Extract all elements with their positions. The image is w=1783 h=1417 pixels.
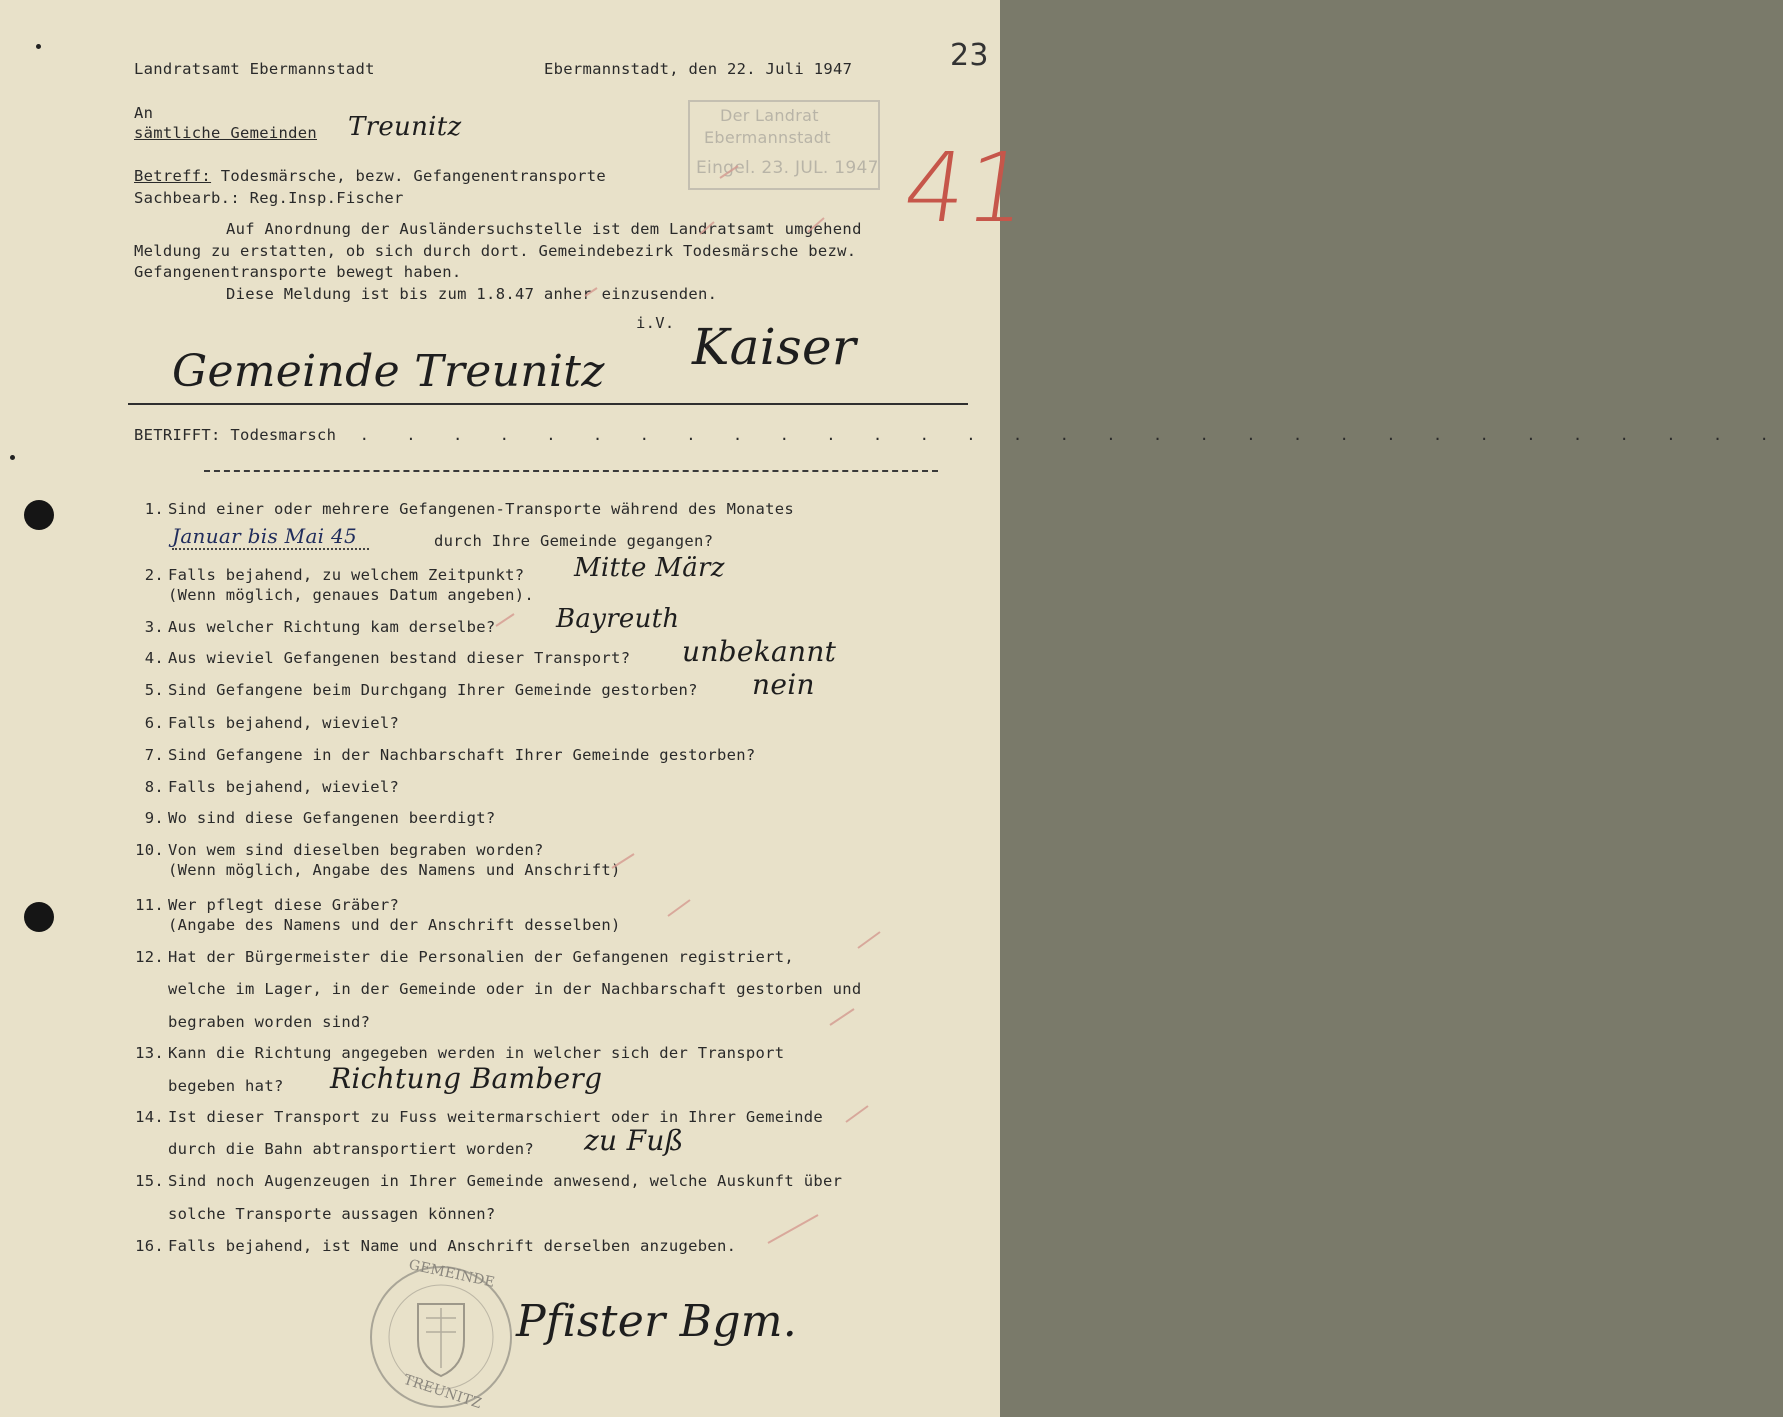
- address-recipients: sämtliche Gemeinden: [134, 124, 318, 142]
- stamp-date: Eingel. 23. JUL. 1947: [696, 158, 879, 178]
- answer-2: Mitte März: [574, 553, 725, 583]
- question-text: welche im Lager, in der Gemeinde oder in der Nachbarschaft gestorben und: [168, 980, 862, 998]
- question-text: durch die Bahn abtransportiert worden?: [168, 1140, 535, 1158]
- municipal-seal: [366, 1257, 516, 1413]
- question-text: Ist dieser Transport zu Fuss weitermarschiert oder in Ihrer Gemeinde: [168, 1108, 823, 1126]
- handwritten-gemeinde: Gemeinde Treunitz: [172, 346, 605, 397]
- body-line: Gefangenentransporte bewegt haben.: [134, 263, 462, 281]
- seal-top-text: GEMEINDE: [407, 1257, 497, 1291]
- question-text: (Wenn möglich, Angabe des Namens und Anschrift): [168, 861, 621, 879]
- question-number: 7.: [144, 746, 164, 764]
- answer-4: unbekannt: [682, 635, 837, 668]
- question-number: 2.: [144, 566, 164, 584]
- question-text: Falls bejahend, wieviel?: [168, 714, 400, 732]
- question-text: Falls bejahend, zu welchem Zeitpunkt?: [168, 566, 525, 584]
- body-line: Meldung zu erstatten, ob sich durch dort. Gemeindebezirk Todesmärsche bezw.: [134, 242, 857, 260]
- question-number: 15.: [135, 1172, 164, 1190]
- question-text: Aus wieviel Gefangenen bestand dieser Transport?: [168, 649, 631, 667]
- question-text: Hat der Bürgermeister die Personalien der Gefangenen registriert,: [168, 948, 795, 966]
- question-text: (Wenn möglich, genaues Datum angeben).: [168, 586, 535, 604]
- question-text: Wo sind diese Gefangenen beerdigt?: [168, 809, 496, 827]
- body-line: Diese Meldung ist bis zum 1.8.47 anher einzusenden.: [226, 285, 718, 303]
- question-number: 5.: [144, 681, 164, 699]
- subject-text: Todesmärsche, bezw. Gefangenentransporte: [220, 167, 606, 185]
- question-number: 11.: [135, 896, 164, 914]
- subject-label: Betreff:: [134, 167, 212, 185]
- mayor-signature: Pfister Bgm.: [516, 1296, 798, 1347]
- question-number: 8.: [144, 778, 164, 796]
- iv-label: i.V.: [636, 314, 675, 332]
- question-number: 13.: [135, 1044, 164, 1062]
- question-text: Sind noch Augenzeugen in Ihrer Gemeinde anwesend, welche Auskunft über: [168, 1172, 843, 1190]
- handwritten-municipality: Treunitz: [348, 112, 462, 142]
- question-text: begraben worden sind?: [168, 1013, 371, 1031]
- question-number: 1.: [144, 500, 164, 518]
- stamp-line: Ebermannstadt: [704, 128, 831, 147]
- question-text: Aus welcher Richtung kam derselbe?: [168, 618, 496, 636]
- answer-13: Richtung Bamberg: [330, 1062, 603, 1095]
- question-text: Von wem sind dieselben begraben worden?: [168, 841, 544, 859]
- question-text: Sind einer oder mehrere Gefangenen-Transporte während des Monates: [168, 500, 795, 518]
- question-text: solche Transporte aussagen können?: [168, 1205, 496, 1223]
- question-text: Sind Gefangene beim Durchgang Ihrer Gemeinde gestorben?: [168, 681, 698, 699]
- question-number: 9.: [144, 809, 164, 827]
- question-number: 4.: [144, 649, 164, 667]
- question-number: 6.: [144, 714, 164, 732]
- answer-5: nein: [752, 668, 815, 701]
- betrifft-text: BETRIFFT: Todesmarsch: [134, 426, 337, 444]
- betrifft-line: BETRIFFT: Todesmarsch . . . . . . . . . . . . . . . . . . . . . . . . . . . . . . .: [134, 426, 1783, 444]
- answer-3: Bayreuth: [556, 604, 680, 634]
- question-number: 12.: [135, 948, 164, 966]
- seal-bottom-text: TREUNITZ: [401, 1371, 484, 1413]
- question-text: durch Ihre Gemeinde gegangen?: [434, 532, 714, 550]
- question-text: Kann die Richtung angegeben werden in welcher sich der Transport: [168, 1044, 785, 1062]
- official-signature: Kaiser: [692, 318, 857, 376]
- question-number: 10.: [135, 841, 164, 859]
- question-number: 16.: [135, 1237, 164, 1255]
- question-text: Falls bejahend, ist Name und Anschrift derselben anzugeben.: [168, 1237, 737, 1255]
- body-line: Auf Anordnung der Ausländersuchstelle ist dem Landratsamt umgehend: [226, 220, 862, 238]
- answer-14: zu Fuß: [584, 1124, 684, 1157]
- red-annotation: 41: [897, 132, 1036, 244]
- office-name: Landratsamt Ebermannstadt: [134, 60, 375, 78]
- question-text: Sind Gefangene in der Nachbarschaft Ihrer Gemeinde gestorben?: [168, 746, 756, 764]
- question-number: 3.: [144, 618, 164, 636]
- clerk-line: Sachbearb.: Reg.Insp.Fischer: [134, 189, 404, 207]
- question-text: Falls bejahend, wieviel?: [168, 778, 400, 796]
- question-text: (Angabe des Namens und der Anschrift desselben): [168, 916, 621, 934]
- question-text: begeben hat?: [168, 1077, 284, 1095]
- address-an: An: [134, 104, 154, 122]
- page-number: 23: [950, 38, 989, 73]
- stamp-line: Der Landrat: [720, 106, 819, 125]
- question-text: Wer pflegt diese Gräber?: [168, 896, 400, 914]
- question-number: 14.: [135, 1108, 164, 1126]
- answer-1: Januar bis Mai 45: [172, 524, 369, 550]
- place-date: Ebermannstadt, den 22. Juli 1947: [544, 60, 853, 78]
